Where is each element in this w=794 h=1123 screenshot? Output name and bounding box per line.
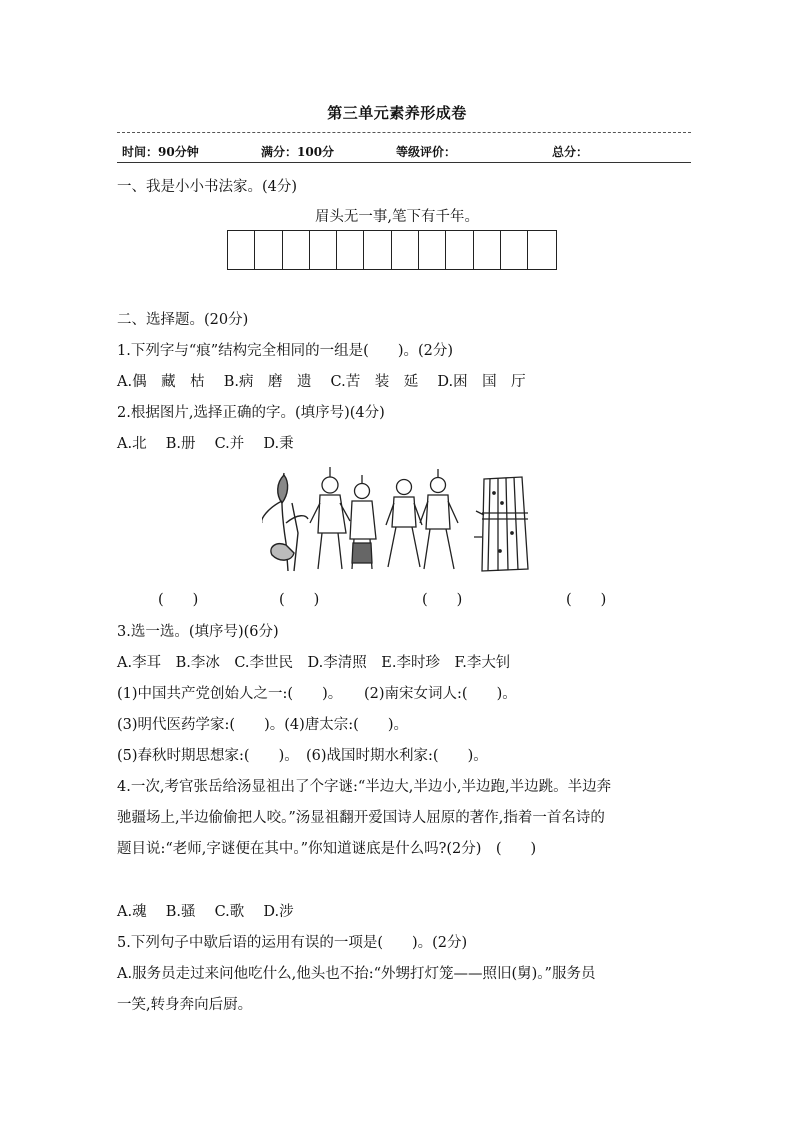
q4-line-1: 4.一次,考官张岳给汤显祖出了个字谜:“半边大,半边小,半边跑,半边跳。半边奔 <box>117 779 612 795</box>
q2-options: A.北 B.册 C.并 D.秉 <box>117 436 294 452</box>
grid-cell[interactable] <box>283 231 310 269</box>
grid-cell[interactable] <box>310 231 337 269</box>
bundle-image <box>474 477 528 571</box>
time-label: 时间：90分钟 <box>122 145 199 159</box>
q1-options: A.偶 藏 枯 B.病 磨 遗 C.苦 装 延 D.困 国 厅 <box>117 374 526 390</box>
grid-cell[interactable] <box>255 231 282 269</box>
calligraphy-phrase: 眉头无一事,笔下有千年。 <box>314 209 480 225</box>
q2-answer-blank-1[interactable]: ( ) <box>158 592 199 608</box>
section1-heading: 一、我是小小书法家。(4分) <box>117 179 298 195</box>
two-people-image <box>310 467 376 569</box>
q3-line-3: (5)春秋时期思想家:( )。 (6)战国时期水利家:( )。 <box>117 748 488 764</box>
grid-cell[interactable] <box>501 231 528 269</box>
q4-line-3: 题目说:“老师,字谜便在其中。”你知道谜底是什么吗?(2分) ( ) <box>117 841 537 857</box>
q5-option-a-line-1: A.服务员走过来问他吃什么,他头也不抬:“外甥打灯笼——照旧(舅)。”服务员 <box>117 966 596 982</box>
grid-cell[interactable] <box>392 231 419 269</box>
grid-cell[interactable] <box>337 231 364 269</box>
q5-option-a-line-2: 一笑,转身奔向后厨。 <box>117 997 253 1013</box>
q4-line-2: 驰疆场上,半边偷偷把人咬。”汤显祖翻开爱国诗人屈原的著作,指着一首名诗的 <box>117 810 605 826</box>
section2-heading: 二、选择题。(20分) <box>117 312 249 328</box>
q5-stem: 5.下列句子中歇后语的运用有误的一项是( )。(2分) <box>117 935 468 951</box>
grid-cell[interactable] <box>228 231 255 269</box>
q3-line-1: (1)中国共产党创始人之一:( )。 (2)南宋女词人:( )。 <box>117 686 517 702</box>
grid-cell[interactable] <box>528 231 555 269</box>
q2-answer-blank-2[interactable]: ( ) <box>279 592 320 608</box>
writing-grid[interactable] <box>227 230 557 270</box>
side-by-side-people-image <box>386 469 458 569</box>
total-label: 总分： <box>552 145 589 159</box>
full-score-label: 满分：100分 <box>261 145 335 159</box>
q2-answer-blank-4[interactable]: ( ) <box>566 592 607 608</box>
q2-stem: 2.根据图片,选择正确的字。(填序号)(4分) <box>117 405 385 421</box>
character-illustration <box>262 463 552 575</box>
grade-label: 等级评价： <box>396 145 457 159</box>
wheat-hand-image <box>262 473 308 571</box>
grid-cell[interactable] <box>446 231 473 269</box>
q3-options: A.李耳 B.李冰 C.李世民 D.李清照 E.李时珍 F.李大钊 <box>117 655 511 671</box>
q4-options: A.魂 B.骚 C.歌 D.涉 <box>117 904 294 920</box>
grid-cell[interactable] <box>419 231 446 269</box>
grid-cell[interactable] <box>474 231 501 269</box>
header-divider-solid <box>117 162 691 163</box>
q1-stem: 1.下列字与“痕”结构完全相同的一组是( )。(2分) <box>117 343 454 359</box>
q2-answer-blank-3[interactable]: ( ) <box>422 592 463 608</box>
grid-cell[interactable] <box>364 231 391 269</box>
page-title: 第三单元素养形成卷 <box>327 104 467 122</box>
q3-line-2: (3)明代医药学家:( )。(4)唐太宗:( )。 <box>117 717 408 733</box>
q3-stem: 3.选一选。(填序号)(6分) <box>117 624 279 640</box>
header-divider-dashed <box>117 132 691 133</box>
